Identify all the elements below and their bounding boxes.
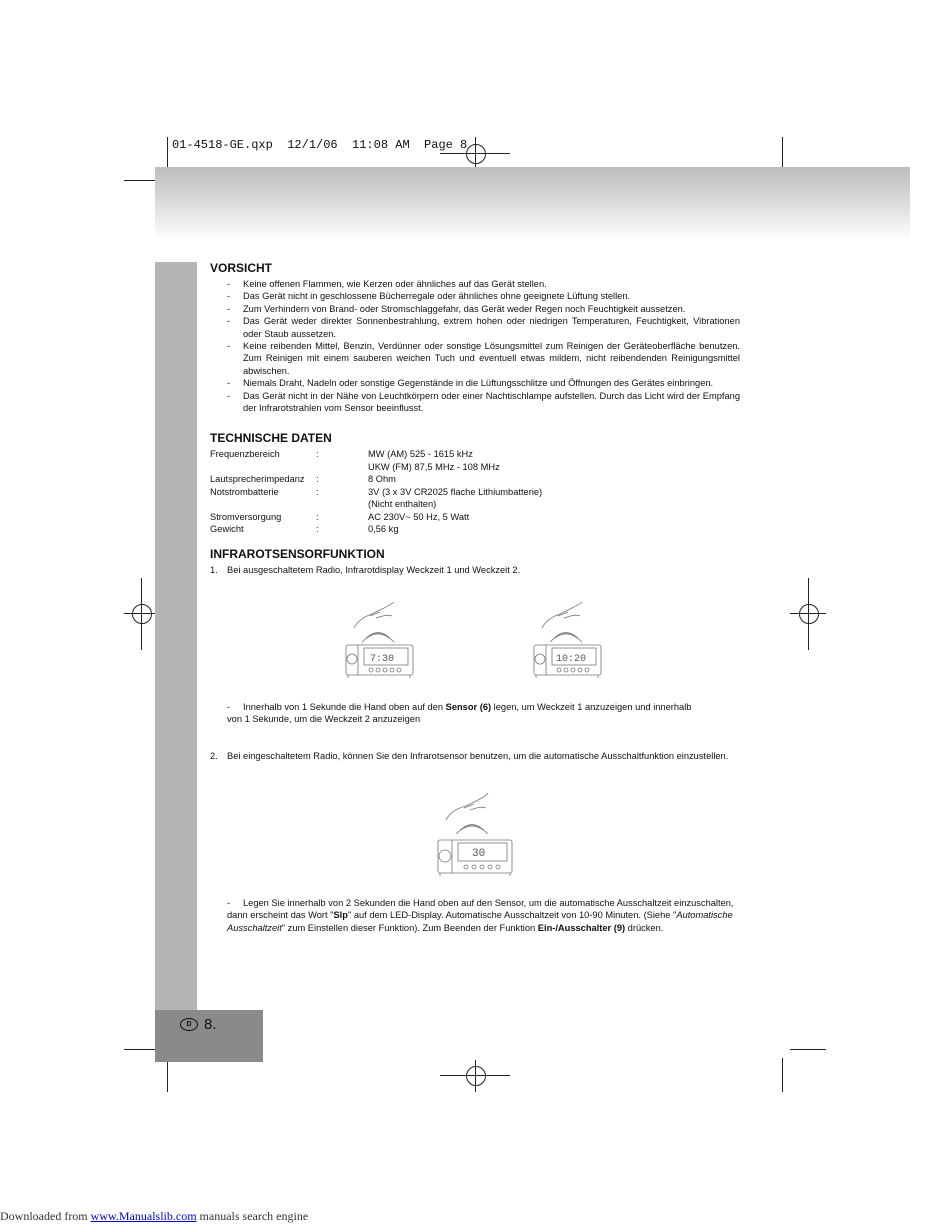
tech-key: Frequenzbereich — [210, 449, 280, 460]
section-title-tech: TECHNISCHE DATEN — [210, 431, 332, 446]
list-item: - Das Gerät nicht in der Nähe von Leuchtkörpern oder einer Nachtischlampe aufstellen. Durch das Licht wird der Empfang der Infrarotstrahlen vom Sensor beeinflusst. — [210, 390, 740, 415]
tech-sep: : — [316, 523, 319, 534]
print-slug: 01-4518-GE.qxp 12/1/06 11:08 AM Page 8 — [172, 138, 468, 152]
tech-value: 8 Ohm — [368, 474, 396, 485]
table-row — [210, 461, 542, 473]
list-item: - Zum Verhindern von Brand- oder Stromschlaggefahr, das Gerät weder Regen noch Feuchtigkeit aussetzen. — [210, 303, 740, 315]
clock-radio-illustration-3 — [432, 788, 518, 880]
list-item: - Das Gerät weder direkter Sonnenbestrahlung, extrem hohen oder niedrigen Temperaturen, Feuchtigkeit, Vibrationen oder Staub aussetzen. — [210, 315, 740, 340]
language-badge: D — [180, 1018, 198, 1031]
note-1: - Innerhalb von 1 Sekunde die Hand oben auf den Sensor (6) legen, um Weckzeit 1 anzuzeigen und innerhalb von 1 Sekunde, um die Weckzeit 2 anzuzeigen — [227, 702, 692, 725]
tech-value: AC 230V~ 50 Hz, 5 Watt — [368, 511, 470, 522]
clock-radio-illustration-1 — [340, 598, 420, 682]
table-row — [210, 498, 542, 510]
page-number-text: 8. — [204, 1016, 217, 1033]
side-bar — [155, 262, 197, 1010]
tech-value: (Nicht enthalten) — [368, 499, 437, 510]
list-item: - Keine reibenden Mittel, Benzin, Verdünner oder sonstige Lösungsmittel zum Reinigen der Geräteoberfläche benutzen. Zum Reinigen mit einem sauberen weichen Tuch und eventuell etwas mildem, nicht reibendenden Reinigungsmittel abwischen. — [210, 340, 740, 377]
tech-key: Lautsprecherimpedanz — [210, 474, 305, 485]
table-row — [210, 511, 542, 523]
step-2 — [210, 750, 767, 762]
table-row — [210, 486, 542, 498]
list-item: - Das Gerät nicht in geschlossene Bücherregale oder ähnliches ohne geeignete Lüftung stellen. — [210, 290, 740, 302]
tech-key — [210, 498, 316, 510]
tech-value: MW (AM) 525 - 1615 kHz — [368, 449, 473, 460]
step-1 — [210, 564, 740, 576]
step-number: 1. — [210, 565, 218, 576]
list-item: - Keine offenen Flammen, wie Kerzen oder ähnliches auf das Gerät stellen. — [210, 278, 740, 290]
step-text: Bei eingeschaltetem Radio, können Sie den Infrarotsensor benutzen, um die automatische Ausschaltfunktion einzustellen. — [227, 751, 729, 761]
note-2: - Legen Sie innerhalb von 2 Sekunden die Hand oben auf den Sensor, um die automatische Ausschaltzeit einzuschalten, dann erscheint das Wort "Slp" auf dem LED-Display. Automatische Ausschaltzeit von 10-90 Minuten. (Siehe "Automatische Ausschaltzeit" zum Einstellen dieser Funktion). Zum Beenden der Funktion Ein-/Ausschalter (9) drücken. — [227, 898, 734, 933]
tech-key — [210, 461, 316, 473]
footer: Downloaded from www.Manualslib.com manuals search engine — [0, 1209, 309, 1223]
step-number: 2. — [210, 751, 218, 761]
table-row — [210, 523, 542, 535]
clock-display-text: 7:30 — [370, 654, 395, 665]
page-number — [180, 1016, 217, 1033]
header-band — [155, 167, 910, 240]
cross-reference: Automatische Ausschaltzeit — [227, 910, 733, 933]
step-text: Bei ausgeschaltetem Radio, Infrarotdisplay Weckzeit 1 und Weckzeit 2. — [227, 565, 521, 576]
tech-table — [210, 448, 542, 535]
tech-sep: : — [316, 474, 319, 485]
vorsicht-list — [210, 278, 740, 414]
tech-value: UKW (FM) 87,5 MHz - 108 MHz — [368, 461, 500, 472]
tech-sep: : — [316, 511, 319, 522]
tech-value: 3V (3 x 3V CR2025 flache Lithiumbatterie) — [368, 486, 543, 497]
power-switch-ref: Ein-/Ausschalter (9) — [537, 922, 626, 933]
tech-sep: : — [316, 449, 319, 460]
clock-display-text: 10:20 — [556, 654, 587, 665]
tech-value: 0,56 kg — [368, 523, 399, 534]
sensor-ref: Sensor (6) — [445, 702, 492, 712]
tech-key: Stromversorgung — [210, 511, 282, 522]
tech-key: Gewicht — [210, 523, 244, 534]
tech-sep — [316, 461, 368, 473]
table-row — [210, 473, 542, 485]
list-item: - Niemals Draht, Nadeln oder sonstige Gegenstände in die Lüftungsschlitze und Öffnungen des Gerätes einbringen. — [210, 377, 740, 389]
tech-sep: : — [316, 486, 319, 497]
table-row — [210, 448, 542, 460]
tech-sep — [316, 498, 368, 510]
manualslib-link[interactable]: www.Manualslib.com — [90, 1209, 197, 1223]
tech-key: Notstrombatterie — [210, 486, 279, 497]
main-content — [210, 261, 740, 577]
clock-display-text: 30 — [472, 848, 486, 860]
clock-radio-illustration-2 — [528, 598, 608, 682]
section-title-infra: INFRAROTSENSORFUNKTION — [210, 547, 385, 562]
section-title-vorsicht: VORSICHT — [210, 261, 273, 275]
